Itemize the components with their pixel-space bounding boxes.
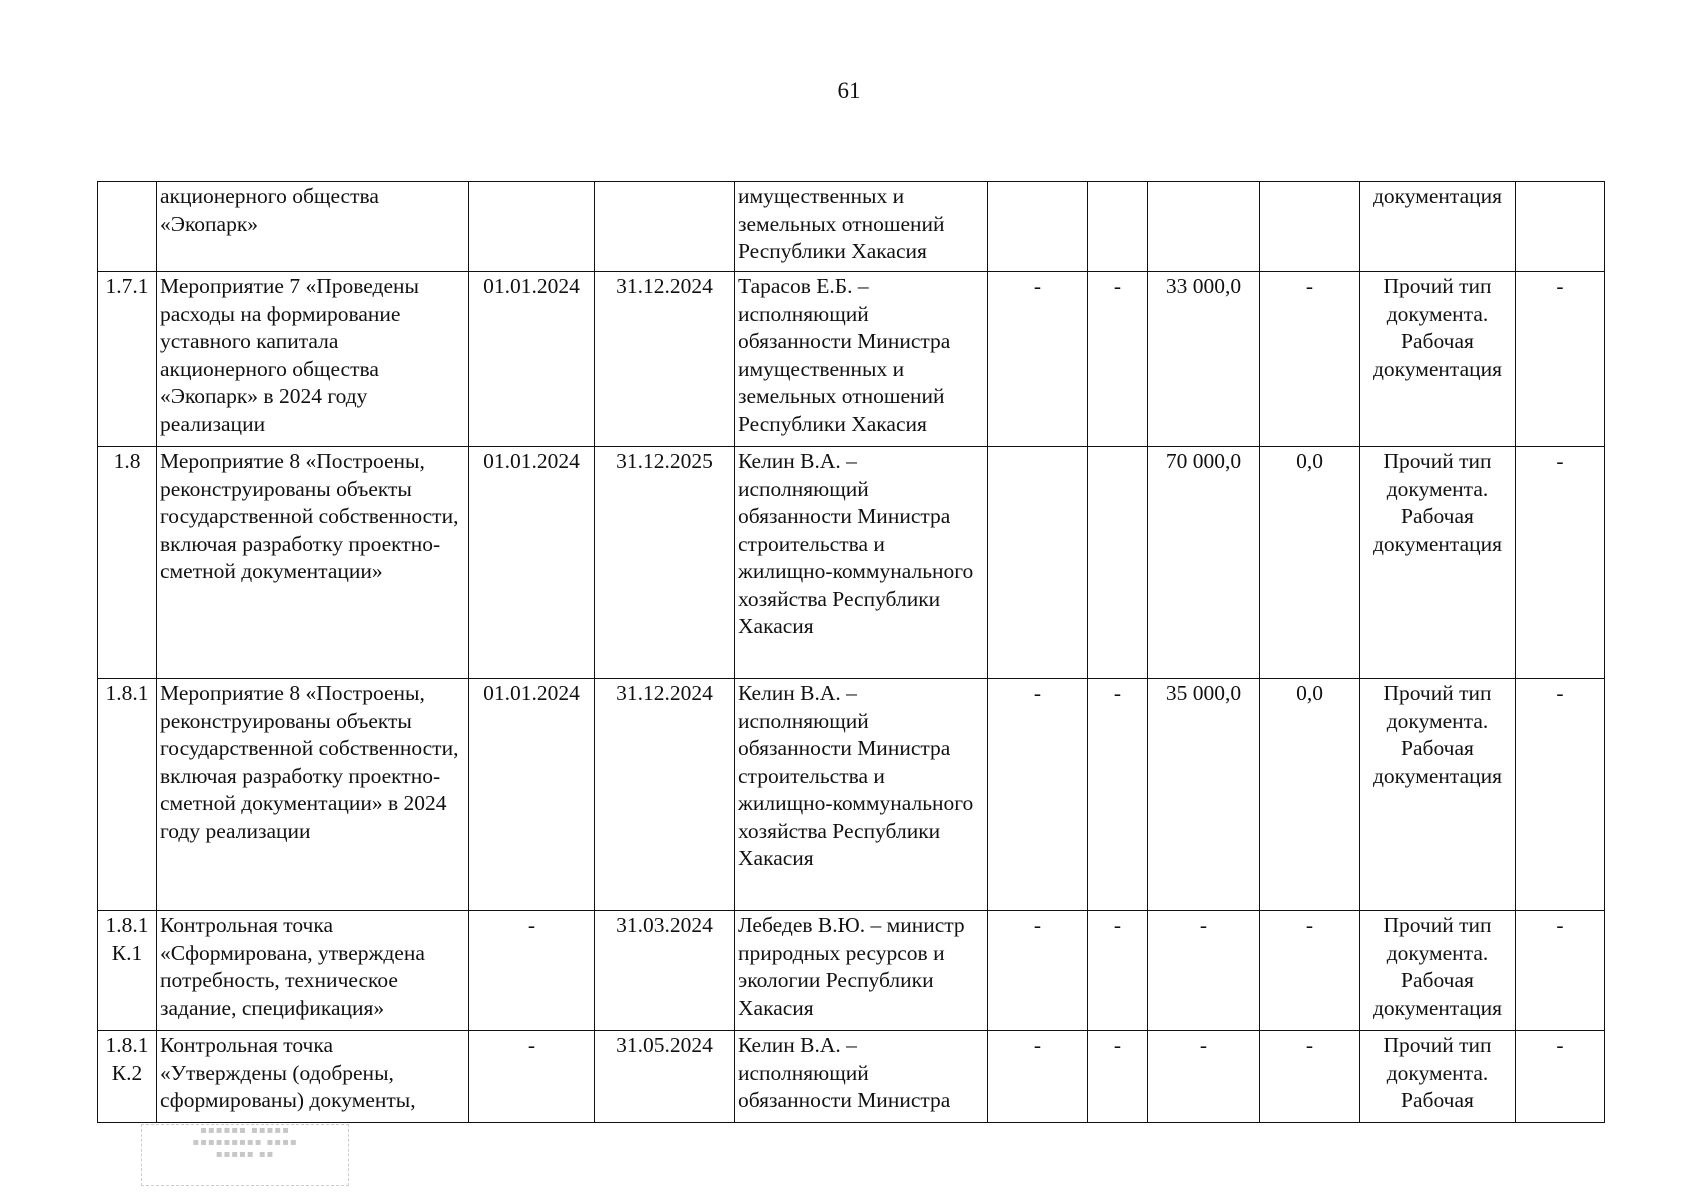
- table-row: [98, 911, 1605, 1031]
- document-type: Прочий тип документа. Рабочая документация: [1360, 272, 1516, 447]
- event-name: Мероприятие 8 «Построены, реконструированы объекты государственной собственности, включая разработку проектно-сметной документации»: [157, 447, 469, 679]
- value-cell: -: [988, 911, 1088, 1031]
- value-cell: -: [988, 272, 1088, 447]
- start-date: -: [469, 911, 595, 1031]
- event-name: акционерного общества «Экопарк»: [157, 182, 469, 272]
- start-date: 01.01.2024: [469, 679, 595, 911]
- events-table: [97, 181, 1605, 1123]
- value-cell: [1088, 182, 1148, 272]
- value-cell: [988, 182, 1088, 272]
- value-cell: [1148, 182, 1260, 272]
- document-type: Прочий тип документа. Рабочая документация: [1360, 679, 1516, 911]
- start-date: 01.01.2024: [469, 447, 595, 679]
- responsible-person: Келин В.А. – исполняющий обязанности Министра строительства и жилищно-коммунального хозяйства Республики Хакасия: [735, 679, 988, 911]
- document-type: Прочий тип документа. Рабочая документация: [1360, 911, 1516, 1031]
- last-cell: -: [1516, 1031, 1605, 1123]
- value-cell: -: [1088, 911, 1148, 1031]
- responsible-person: имущественных и земельных отношений Республики Хакасия: [735, 182, 988, 272]
- start-date: -: [469, 1031, 595, 1123]
- value-cell: 0,0: [1260, 679, 1360, 911]
- value-cell: -: [1088, 272, 1148, 447]
- event-name: Контрольная точка «Сформирована, утверждена потребность, техническое задание, спецификация»: [157, 911, 469, 1031]
- responsible-person: Тарасов Е.Б. – исполняющий обязанности Министра имущественных и земельных отношений Республики Хакасия: [735, 272, 988, 447]
- value-cell: 35 000,0: [1148, 679, 1260, 911]
- end-date: [595, 182, 735, 272]
- last-cell: [1516, 182, 1605, 272]
- event-name: Контрольная точка «Утверждены (одобрены, сформированы) документы,: [157, 1031, 469, 1123]
- value-cell: [1088, 447, 1148, 679]
- value-cell: -: [1260, 1031, 1360, 1123]
- row-number: 1.8.1: [98, 679, 157, 911]
- value-cell: [988, 447, 1088, 679]
- end-date: 31.12.2025: [595, 447, 735, 679]
- row-number: 1.7.1: [98, 272, 157, 447]
- start-date: 01.01.2024: [469, 272, 595, 447]
- table-row: [98, 1031, 1605, 1123]
- value-cell: -: [988, 679, 1088, 911]
- value-cell: -: [1260, 911, 1360, 1031]
- responsible-person: Лебедев В.Ю. – министр природных ресурсов и экологии Республики Хакасия: [735, 911, 988, 1031]
- value-cell: -: [988, 1031, 1088, 1123]
- row-number: 1.8: [98, 447, 157, 679]
- document-type: Прочий тип документа. Рабочая документация: [1360, 447, 1516, 679]
- faint-stamp-mark: ▪▪▪▪▪▪ ▪▪▪▪▪ ▪▪▪▪▪▪▪▪▪ ▪▪▪▪ ▪▪▪▪▪ ▪▪: [141, 1124, 349, 1186]
- responsible-person: Келин В.А. – исполняющий обязанности Министра строительства и жилищно-коммунального хозяйства Республики Хакасия: [735, 447, 988, 679]
- value-cell: 70 000,0: [1148, 447, 1260, 679]
- row-number: [98, 182, 157, 272]
- document-type: документация: [1360, 182, 1516, 272]
- end-date: 31.12.2024: [595, 679, 735, 911]
- last-cell: -: [1516, 679, 1605, 911]
- document-type: Прочий тип документа. Рабочая: [1360, 1031, 1516, 1123]
- end-date: 31.05.2024: [595, 1031, 735, 1123]
- value-cell: -: [1148, 911, 1260, 1031]
- row-number: 1.8.1 К.2: [98, 1031, 157, 1123]
- end-date: 31.12.2024: [595, 272, 735, 447]
- last-cell: -: [1516, 447, 1605, 679]
- page-number: 61: [837, 78, 861, 103]
- value-cell: -: [1088, 1031, 1148, 1123]
- value-cell: 0,0: [1260, 447, 1360, 679]
- end-date: 31.03.2024: [595, 911, 735, 1031]
- row-number: 1.8.1 К.1: [98, 911, 157, 1031]
- table-row: [98, 679, 1605, 911]
- value-cell: 33 000,0: [1148, 272, 1260, 447]
- event-name: Мероприятие 8 «Построены, реконструированы объекты государственной собственности, включая разработку проектно-сметной документации» в 2024 году реализации: [157, 679, 469, 911]
- table-row: [98, 182, 1605, 272]
- value-cell: -: [1260, 272, 1360, 447]
- last-cell: -: [1516, 911, 1605, 1031]
- table-row: [98, 272, 1605, 447]
- table-row: [98, 447, 1605, 679]
- event-name: Мероприятие 7 «Проведены расходы на формирование уставного капитала акционерного общества «Экопарк» в 2024 году реализации: [157, 272, 469, 447]
- value-cell: -: [1148, 1031, 1260, 1123]
- start-date: [469, 182, 595, 272]
- value-cell: -: [1088, 679, 1148, 911]
- value-cell: [1260, 182, 1360, 272]
- last-cell: -: [1516, 272, 1605, 447]
- responsible-person: Келин В.А. – исполняющий обязанности Министра: [735, 1031, 988, 1123]
